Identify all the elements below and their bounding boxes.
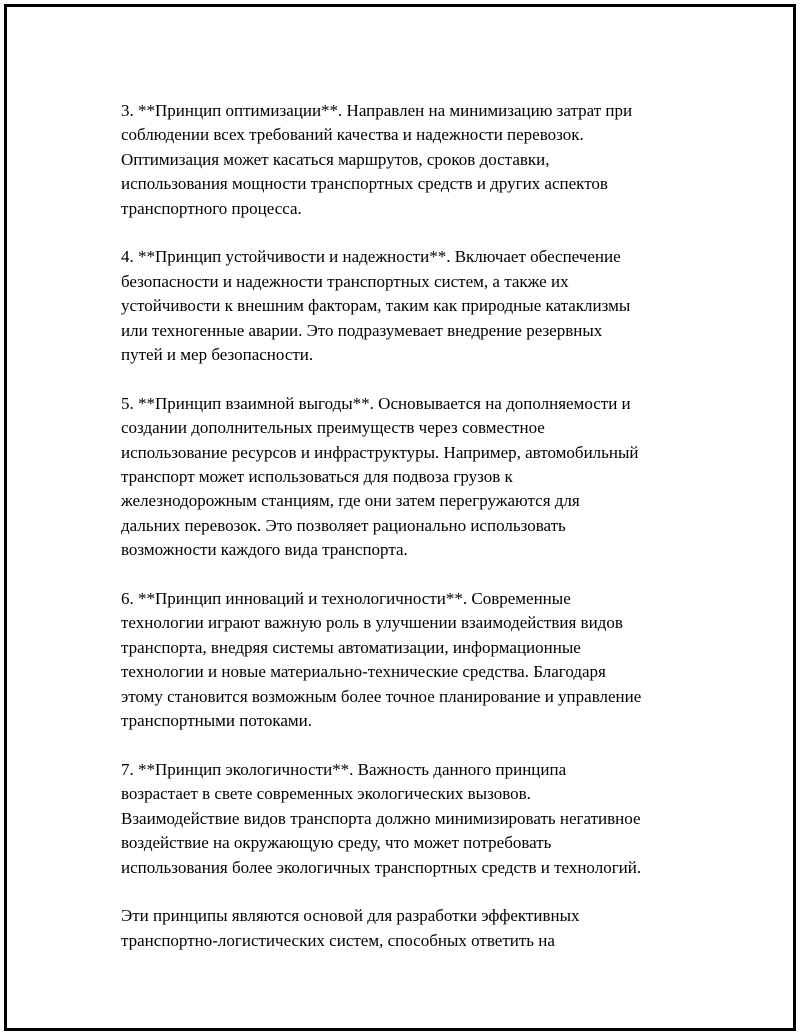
paragraph-conclusion: [121, 904, 701, 953]
text-line: соблюдении всех требований качества и надежности перевозок.: [121, 125, 584, 145]
text-line: Эти принципы являются основой для разработки эффективных: [121, 906, 580, 926]
text-line: путей и мер безопасности.: [121, 345, 314, 365]
text-line: использования мощности транспортных средств и других аспектов: [121, 174, 608, 194]
paragraph-principle-3: [121, 99, 701, 221]
text-line: 6. **Принцип инноваций и технологичности**. Современные: [121, 589, 571, 609]
text-line: транспортными потоками.: [121, 711, 312, 731]
text-line: транспортно-логистических систем, способных ответить на: [121, 930, 555, 950]
paragraph-principle-4: [121, 245, 701, 367]
text-line: железнодорожным станциям, где они затем перегружаются для: [121, 491, 580, 511]
text-line: устойчивости к внешним факторам, таким как природные катаклизмы: [121, 296, 631, 316]
page-frame: [4, 4, 796, 1031]
text-line: использование ресурсов и инфраструктуры. Например, автомобильный: [121, 442, 639, 462]
text-line: 4. **Принцип устойчивости и надежности**. Включает обеспечение: [121, 247, 621, 267]
text-line: создании дополнительных преимуществ через совместное: [121, 418, 545, 438]
text-line: технологии играют важную роль в улучшении взаимодействия видов: [121, 613, 623, 633]
text-line: дальних перевозок. Это позволяет рационально использовать: [121, 515, 566, 535]
text-line: Взаимодействие видов транспорта должно минимизировать негативное: [121, 808, 641, 828]
text-line: транспорта, внедряя системы автоматизации, информационные: [121, 637, 581, 657]
text-line: возрастает в свете современных экологических вызовов.: [121, 784, 531, 804]
document-body: [121, 99, 701, 978]
text-line: безопасности и надежности транспортных систем, а также их: [121, 271, 569, 291]
text-line: воздействие на окружающую среду, что может потребовать: [121, 833, 552, 853]
text-line: или техногенные аварии. Это подразумевает внедрение резервных: [121, 320, 603, 340]
text-line: возможности каждого вида транспорта.: [121, 540, 408, 560]
paragraph-principle-5: [121, 392, 701, 563]
text-line: технологии и новые материально-технические средства. Благодаря: [121, 662, 606, 682]
text-line: Оптимизация может касаться маршрутов, сроков доставки,: [121, 149, 550, 169]
text-line: 7. **Принцип экологичности**. Важность данного принципа: [121, 759, 567, 779]
text-line: 3. **Принцип оптимизации**. Направлен на минимизацию затрат при: [121, 101, 633, 120]
text-line: транспорт может использоваться для подвоза грузов к: [121, 467, 513, 487]
text-line: транспортного процесса.: [121, 198, 302, 218]
text-line: использования более экологичных транспортных средств и технологий.: [121, 857, 642, 877]
paragraph-principle-6: [121, 587, 701, 733]
paragraph-principle-7: [121, 758, 701, 880]
text-line: этому становится возможным более точное планирование и управление: [121, 686, 642, 706]
text-line: 5. **Принцип взаимной выгоды**. Основывается на дополняемости и: [121, 393, 631, 413]
